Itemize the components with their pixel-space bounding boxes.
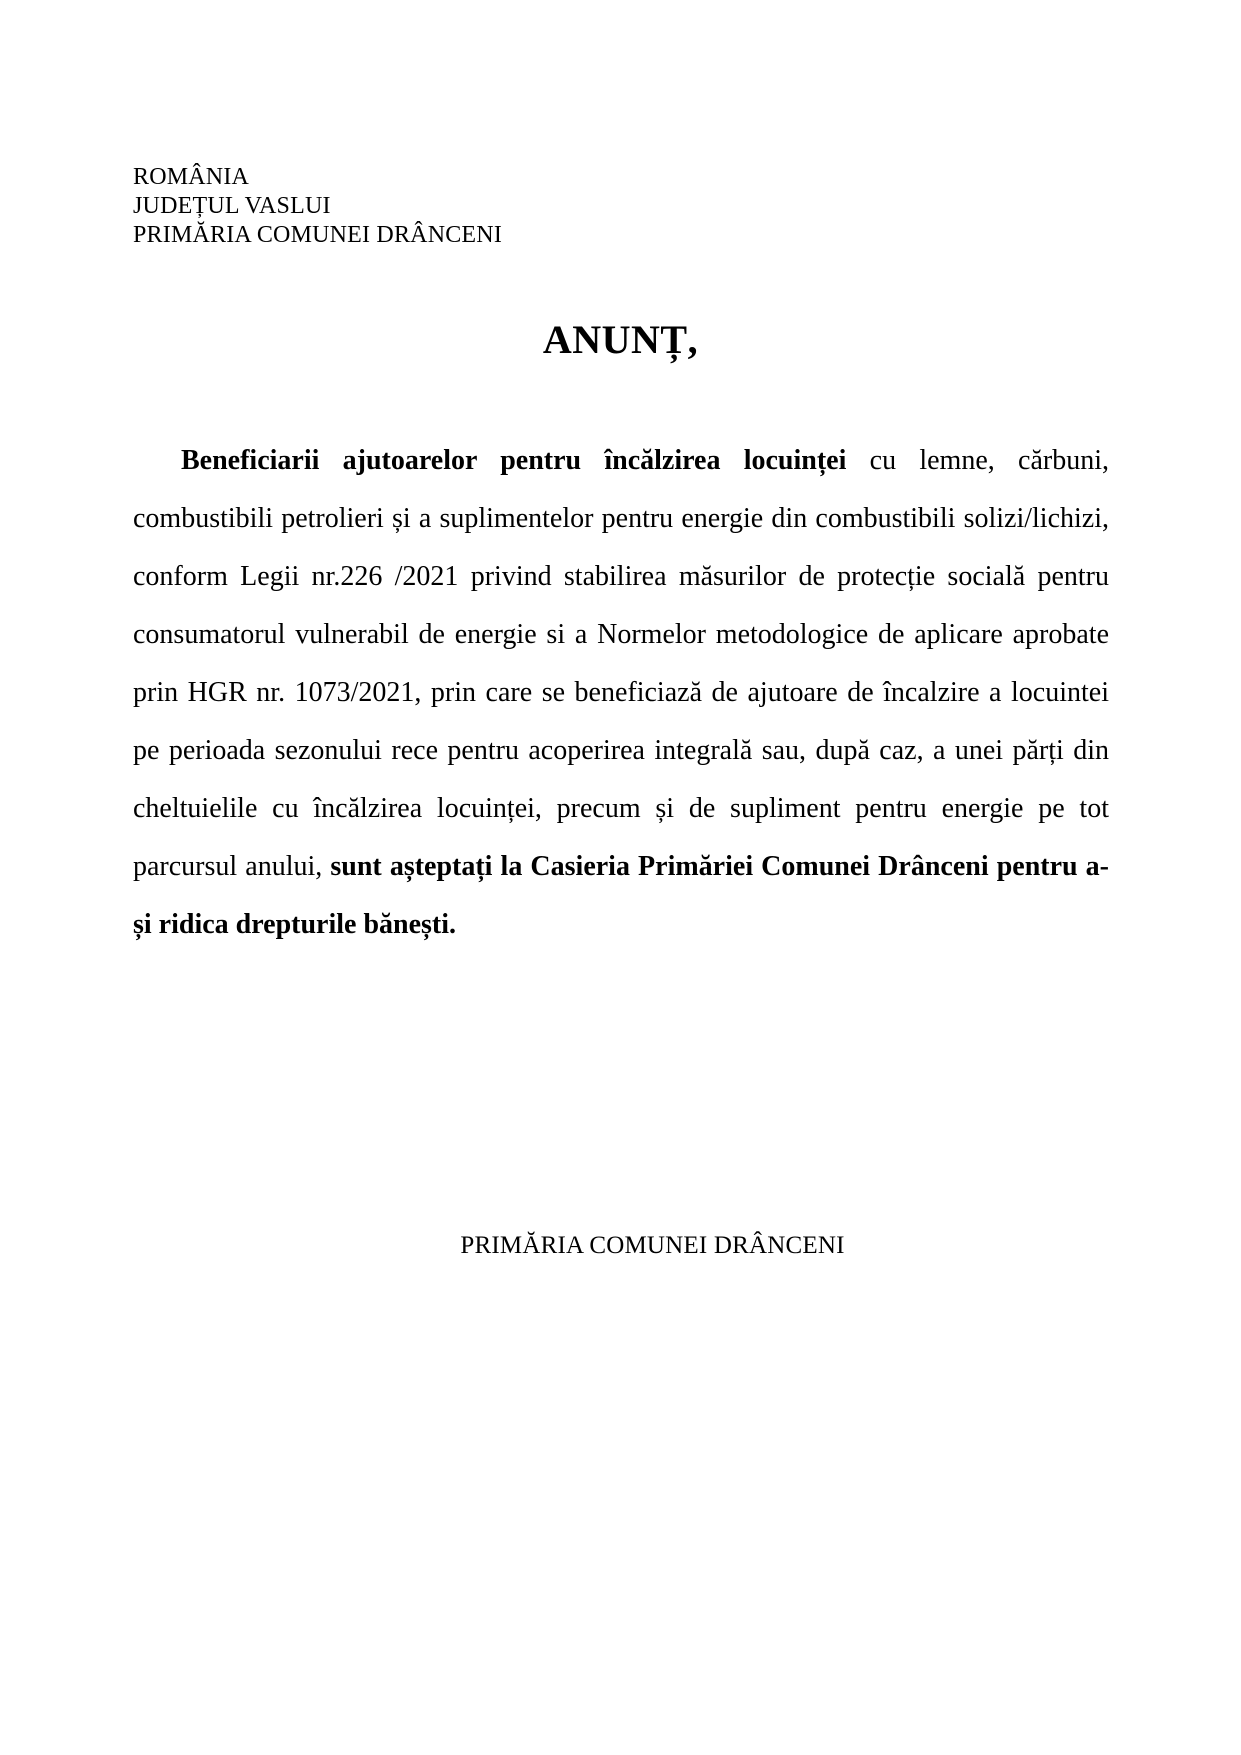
- document-title: ANUNȚ,: [542, 317, 699, 362]
- announcement-paragraph: [133, 432, 1109, 954]
- header-line-county: JUDEȚUL VASLUI: [133, 193, 331, 219]
- header-line-institution: PRIMĂRIA COMUNEI DRÂNCENI: [133, 222, 503, 248]
- document-header: [133, 163, 502, 250]
- paragraph-bold-lead: Beneficiarii ajutoarelor pentru încălzirea locuinței: [181, 445, 847, 476]
- document-footer: PRIMĂRIA COMUNEI DRÂNCENI: [460, 1232, 845, 1259]
- header-line-country: ROMÂNIA: [133, 164, 250, 190]
- paragraph-regular-text: cu lemne, cărbuni, combustibili petrolieri și a suplimentelor pentru energie din combustibili solizi/lichizi, conform Legii nr.226 /2021 privind stabilirea măsurilor de protecție socială pentru consumatorul vulnerabil de energie si a Normelor metodologice de aplicare aprobate prin HGR nr. 1073/2021, prin care se beneficiază de ajutoare de încalzire a locuintei pe perioada sezonului rece pentru acoperirea integrală sau, după caz, a unei părți din cheltuielile cu încălzirea locuinței, precum și de supliment pentru energie pe tot parcursul anului,: [133, 445, 1109, 882]
- paragraph-bold-tail: sunt așteptați la Casieria Primăriei Comunei Drânceni pentru a-și ridica drepturile bănești.: [133, 851, 1110, 940]
